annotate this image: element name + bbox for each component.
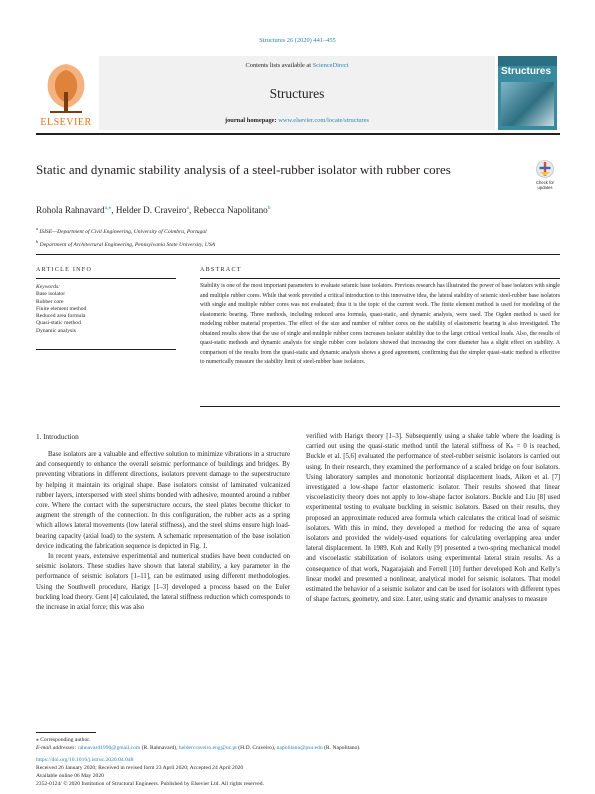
keyword-item: Finite element method	[36, 305, 87, 312]
cover-title: Structures	[501, 66, 552, 77]
affiliation-item	[36, 237, 536, 250]
author-affiliation-mark[interactable]: a,⁎	[104, 205, 112, 211]
keyword-item: Dynamic analysis	[36, 327, 76, 334]
email-link[interactable]: rahnavard1990@gmail.com	[77, 745, 141, 751]
affiliation-text: ISISE—Department of Civil Engineering, University of Coimbra, Portugal	[39, 228, 207, 235]
abstract-text: Stability is one of the most important parameters to evaluate seismic base isolators. Previous research has illustrated the power of base isolators with single and multiple rubber cores. While that work provided a critical introduction to this innovative idea, the lateral stability of seismic steel-rubber base isolators with single and multiple rubber cores was not evaluated; thus it is the topic of the current work. The finite element method is used for modeling of the elastomeric bearing. Three methods, including reduced area formula, quasi-static, and dynamic analysis, were used. The Ogden method is used for modeling rubber material properties. The effect of the size and number of rubber cores on the stability of elastomeric bearing is also investigated. The obtained results show that the use of single and multiple rubber cores increases isolator stability due to the large critical vertical loads. Also, the results of quasi-static methods and dynamic analysis for single rubber core isolators showed that increasing the core diameter has a slight effect on stability. A comparison of the results from the quasi-static and dynamic analysis shows a good agreement, confirming that the simpler quasi-static method is effective to numerically measure the stability limit of steel-rubber base isolators.	[200, 283, 560, 365]
crossmark-label	[530, 180, 560, 190]
corresponding-author-note: ⁎ Corresponding author.	[36, 737, 91, 743]
body-paragraph: In recent years, extensive experimental and numerical studies have been conducted on seismic isolators. These studies have shown that lateral stability, a key parameter in the performance of seismic isolators [1–11], can be estimated using different methodologies. Using the Southwell procedure, Harigx [1–3] developed a process based on the Euler buckling load theory. Gent [4] calculated, the lateral stiffness reduction which corresponds to the increase in axial force; this was also	[36, 553, 290, 612]
online-date: Available online 06 May 2020	[36, 773, 104, 779]
footnote-rule	[36, 732, 96, 733]
email-owner: (R. Napolitano).	[322, 745, 361, 751]
email-addresses	[36, 744, 560, 752]
keyword-item: Rubber core	[36, 298, 64, 305]
publisher-name: ELSEVIER	[40, 117, 92, 128]
elsevier-tree-logo	[38, 58, 94, 118]
check-for-updates-badge[interactable]	[530, 160, 560, 196]
received-dates: Received 26 January 2020; Received in revised form 23 April 2020; Accepted 24 April 2020	[36, 765, 244, 771]
keyword-item: Base isolator	[36, 291, 66, 298]
cover-band	[498, 56, 557, 66]
email-label: E-mail addresses:	[36, 745, 78, 751]
body-column-left	[36, 450, 290, 613]
keywords-label: Keywords:	[36, 284, 61, 290]
article-info-heading: ARTICLE INFO	[36, 267, 93, 273]
keywords-block	[36, 284, 176, 335]
keywords-rule	[36, 349, 176, 350]
homepage-link[interactable]: www.elsevier.com/locate/structures	[278, 117, 370, 124]
abstract-bottom-rule	[200, 406, 560, 407]
publication-meta	[36, 756, 560, 788]
author-name[interactable]: Rebecca Napolitano	[193, 205, 268, 216]
footnotes	[36, 736, 560, 752]
abstract-heading: ABSTRACT	[200, 267, 242, 273]
contents-line	[99, 62, 495, 69]
journal-title: Structures	[269, 86, 325, 101]
crossmark-text-1: Check for	[536, 180, 554, 185]
body-paragraph: verified with Harigx theory [1–3]. Subsequently using a shake table where the loading is carried out using the quasi-static method until the lateral stiffness of Kₕ = 0 is reached, Buckle et al. [5,6] evaluated the performance of steel-rubber seismic isolators is carried out using. In their research, they examined the performance of a scaled bridge on four isolators. Using laboratory samples and monotonic horizontal displacement loads, Aiken et al. [7] investigated a low-shape factor elastomeric isolator. Their results showed that linear viscoelasticity theory does not apply to low-shape factor isolators. Buckle and Liu [8] used experimental testing to evaluate buckling in seismic isolators. Based on their results, they proposed an approximate reduced area formula which calculates the critical load of seismic isolators. With this in mind, they developed a method for reducing the area of square isolators and provided the widely-used equations for calculating overlapping area under lateral displacement. In 1989, Koh and Kelly [9] presented a two-spring mechanical model and viscoelastic stabilization of isolators using experimental lateral strain results. As a consequence of that work, Nagarajaiah and Ferrell [10] further developed Koh and Kelly’s linear model and presented a nonlinear, analytical model for seismic isolators. That model estimated the behavior of a seismic isolator and can be used for isolators with different types of shape factors, geometry, and size. Later, using static and dynamic analyses to measure	[306, 433, 560, 604]
email-link[interactable]: napolitano@psu.edu	[276, 745, 323, 751]
crossmark-text-2: updates	[537, 185, 553, 190]
crossmark-icon	[536, 160, 554, 178]
email-owner: (R. Rahnavard),	[140, 745, 179, 751]
author-name[interactable]: Rohola Rahnavard	[36, 205, 105, 216]
email-owner: (H.D. Craveiro),	[236, 745, 277, 751]
body-paragraph: Base isolators are a valuable and effective solution to minimize vibrations in a structure and consequently to enhance the overall seismic performance of buildings and bridges. By preventing vibrations in different directions, isolators prevent damage to the superstructure by helping it maintain its original shape. Base isolators consist of laminated vulcanized rubber layers, interspersed with steel shims bonded with adhesive, mounted around a rubber core. Where the contact with the superstructure occurs, the steel plates become thicker to augment the strength of the connection. In this configuration, the rubber acts as a spring which allows lateral movements (low lateral stiffness), and the steel shims ensure high load-bearing capacity (axial load) to the system. A schematic representation of the base isolation device indicating the fabrication sequence is depicted in Fig. 1.	[36, 451, 290, 550]
email-link[interactable]: heldercraveiro.eng@uc.pt	[178, 745, 237, 751]
homepage-label: journal homepage:	[224, 117, 279, 124]
author-affiliation-mark[interactable]: a	[186, 205, 189, 211]
article-info-rule	[36, 278, 176, 279]
author-list: Rohola Rahnavard$^{a,⁎}$, Helder D. Craveiro$^a$, Rebecca Napolitano$^b$	[36, 205, 271, 216]
copyright: 2352-0124/ © 2020 Institution of Structural Engineers. Published by Elsevier Ltd. All rights reserved.	[36, 781, 264, 787]
journal-cover-image	[498, 56, 557, 130]
masthead-rule	[36, 133, 560, 135]
keyword-item: Reduced area formula	[36, 313, 86, 320]
journal-citation[interactable]: Structures 26 (2020) 441–455	[259, 37, 336, 44]
cover-photo	[501, 82, 554, 126]
doi-link[interactable]: https://doi.org/10.1016/j.istruc.2020.04.048	[36, 757, 134, 763]
author-affiliation-mark[interactable]: b	[267, 205, 271, 211]
affiliation-item	[36, 224, 536, 237]
section-heading: 1. Introduction	[36, 433, 79, 441]
body-column-right	[306, 432, 560, 605]
keyword-item: Quasi-static method	[36, 320, 81, 327]
contents-prefix: Contents lists available at	[245, 62, 313, 69]
section-rule	[36, 254, 560, 255]
homepage-line	[99, 117, 495, 124]
sciencedirect-link[interactable]: ScienceDirect	[312, 62, 349, 69]
affiliations	[36, 224, 536, 250]
article-title: Static and dynamic stability analysis of a steel-rubber isolator with rubber cores	[36, 162, 451, 177]
abstract-rule	[200, 278, 560, 279]
author-name[interactable]: Helder D. Craveiro	[115, 205, 187, 216]
affiliation-text: Department of Architectural Engineering, Pennsylvania State University, USA	[39, 241, 216, 248]
affiliation-mark: a	[36, 226, 38, 231]
affiliation-mark: b	[36, 238, 39, 244]
